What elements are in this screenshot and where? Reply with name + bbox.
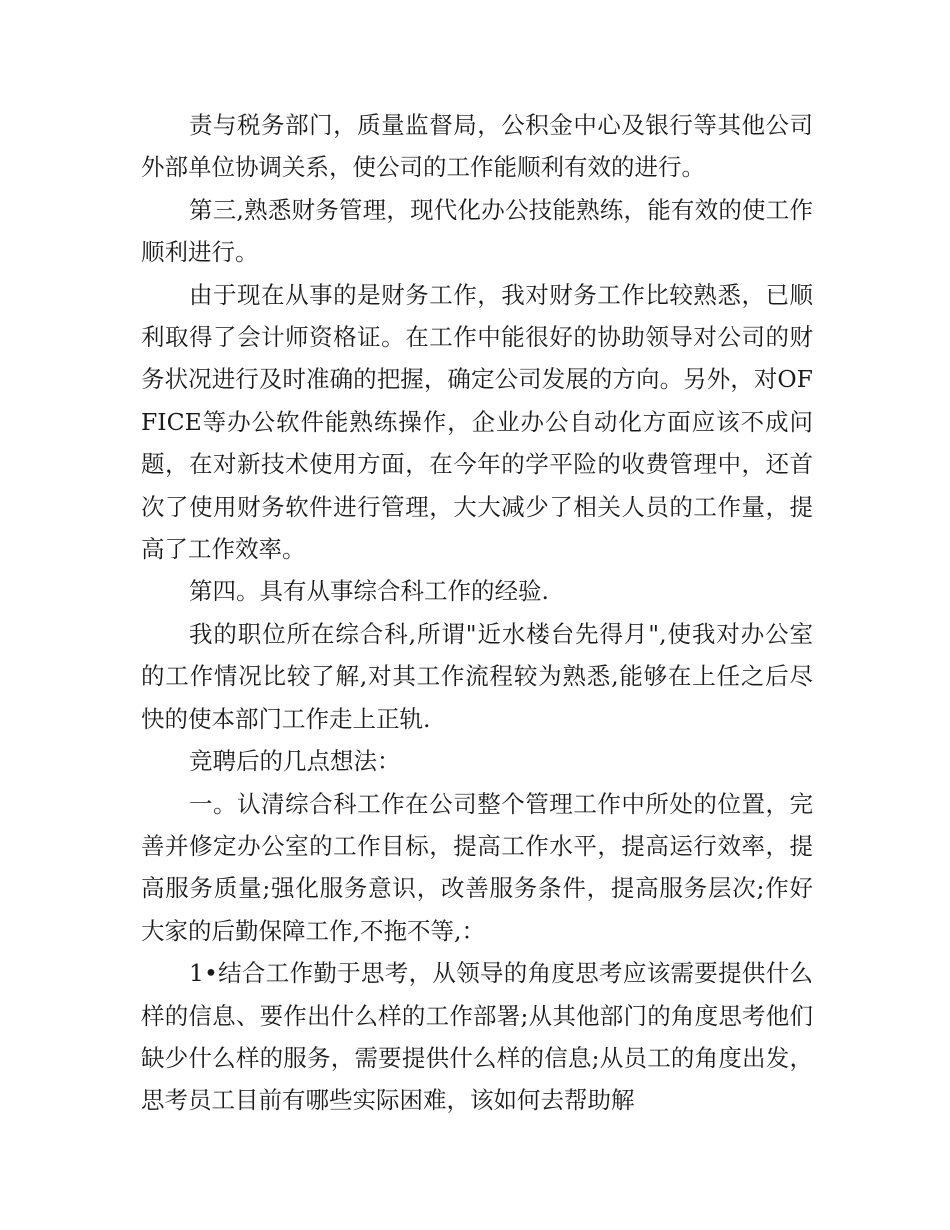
paragraph-ideas-heading: 竞聘后的几点想法：: [189, 747, 401, 776]
paragraph-coordination: 责与税务部门，质量监督局，公积金中心及银行等其他公司外部单位协调关系，使公司的工作能顺利有效的进行。: [141, 111, 813, 182]
document-body: [141, 104, 813, 1122]
paragraph-point-four: 第四。具有从事综合科工作的经验.: [189, 577, 549, 606]
paragraph-idea-one: 一。认清综合科工作在公司整个管理工作中所处的位置，完善并修定办公室的工作目标，提高工作水平，提高运行效率，提高服务质量;强化服务意识，改善服务条件，提高服务层次;作好大家的后勤保障工作,不拖不等,：: [141, 789, 813, 945]
paragraph-point-three: 第三,熟悉财务管理，现代化办公技能熟练，能有效的使工作顺利进行。: [141, 195, 813, 267]
paragraph-finance-skills: 由于现在从事的是财务工作，我对财务工作比较熟悉，已顺利取得了会计师资格证。在工作中能很好的协助领导对公司的财务状况进行及时准确的把握，确定公司发展的方向。另外，对OFFICE等办公软件能熟练操作，企业办公自动化方面应该不成问题，在对新技术使用方面，在今年的学平险的收费管理中，还首次了使用财务软件进行管理，大大减少了相关人员的工作量，提高了工作效率。: [141, 280, 813, 564]
paragraph-office-position: 我的职位所在综合科,所谓"近水楼台先得月",使我对办公室的工作情况比较了解,对其工作流程较为熟悉,能够在上任之后尽快的使本部门工作走上正轨.: [141, 619, 813, 733]
paragraph-idea-one-item-1: 1•结合工作勤于思考，从领导的角度思考应该需要提供什么样的信息、要作出什么样的工作部署;从其他部门的角度思考他们缺少什么样的服务，需要提供什么样的信息;从员工的角度出发，思考员工目前有哪些实际困难，该如何去帮助解: [141, 959, 813, 1115]
